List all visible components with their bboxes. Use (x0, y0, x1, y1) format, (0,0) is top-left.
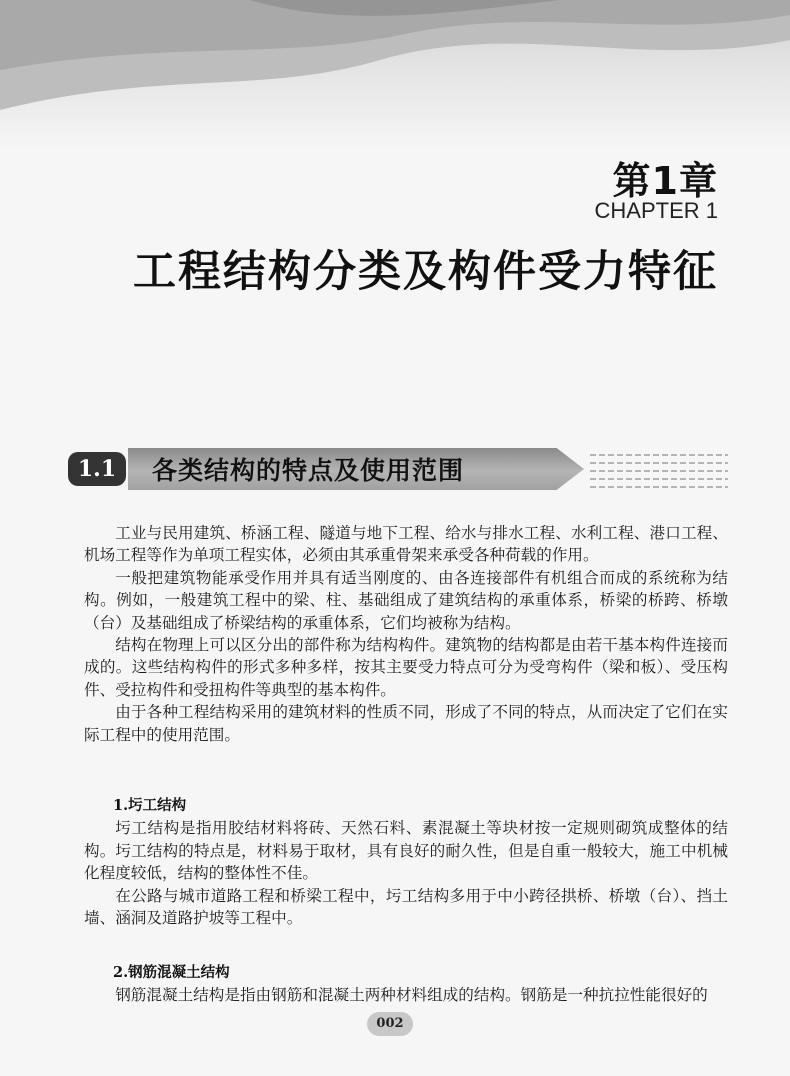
paragraph: 由于各种工程结构采用的建筑材料的性质不同，形成了不同的特点，从而决定了它们在实际工程中的使用范围。 (84, 703, 728, 744)
paragraph: 在公路与城市道路工程和桥梁工程中，圬工结构多用于中小跨径拱桥、桥墩（台）、挡土墙、涵洞及道路护坡等工程中。 (84, 886, 728, 928)
subsection-heading: 1.圬工结构 (113, 797, 187, 814)
paragraph: 圬工结构是指用胶结材料将砖、天然石料、素混凝土等块材按一定规则砌筑成整体的结构。圬工结构的特点是，材料易于取材，具有良好的耐久性，但是自重一般较大，施工中机械化程度较低，结构的整体性不佳。 (84, 819, 728, 883)
paragraph: 工业与民用建筑、桥涵工程、隧道与地下工程、给水与排水工程、水利工程、港口工程、机场工程等作为单项工程实体，必须由其承重骨架来承受各种荷载的作用。 (84, 524, 728, 565)
section-number: 1.1 (68, 452, 126, 486)
chapter-number: 第1章 (612, 159, 718, 203)
subsection-reinforced-concrete (84, 962, 728, 1007)
paragraph: 一般把建筑物能承受作用并具有适当刚度的、由各连接部件有机组合而成的系统称为结构。例如，一般建筑工程中的梁、柱、基础组成了建筑结构的承重体系，桥梁的桥跨、桥墩（台）及基础组成了桥梁结构的承重体系，它们均被称为结构。 (84, 568, 728, 632)
section-body (84, 522, 728, 746)
decorative-wave-graphic (0, 0, 790, 150)
chapter-title: 工程结构分类及构件受力特征 (133, 247, 718, 297)
section-heading-bar (68, 446, 728, 494)
paragraph: 钢筋混凝土结构是指由钢筋和混凝土两种材料组成的结构。钢筋是一种抗拉性能很好的 (115, 986, 708, 1005)
section-title: 各类结构的特点及使用范围 (152, 456, 465, 485)
subsection-heading: 2.钢筋混凝土结构 (113, 964, 230, 981)
decorative-dashes (590, 450, 728, 490)
chapter-english-label: CHAPTER 1 (594, 198, 718, 223)
paragraph: 结构在物理上可以区分出的部件称为结构构件。建筑物的结构都是由若干基本构件连接而成的。这些结构构件的形式多种多样，按其主要受力特点可分为受弯构件（梁和板）、受压构件、受拉构件和受扭构件等典型的基本构件。 (84, 636, 728, 699)
subsection-masonry (84, 795, 728, 929)
header-banner (0, 0, 790, 150)
page-number: 002 (367, 1012, 413, 1036)
